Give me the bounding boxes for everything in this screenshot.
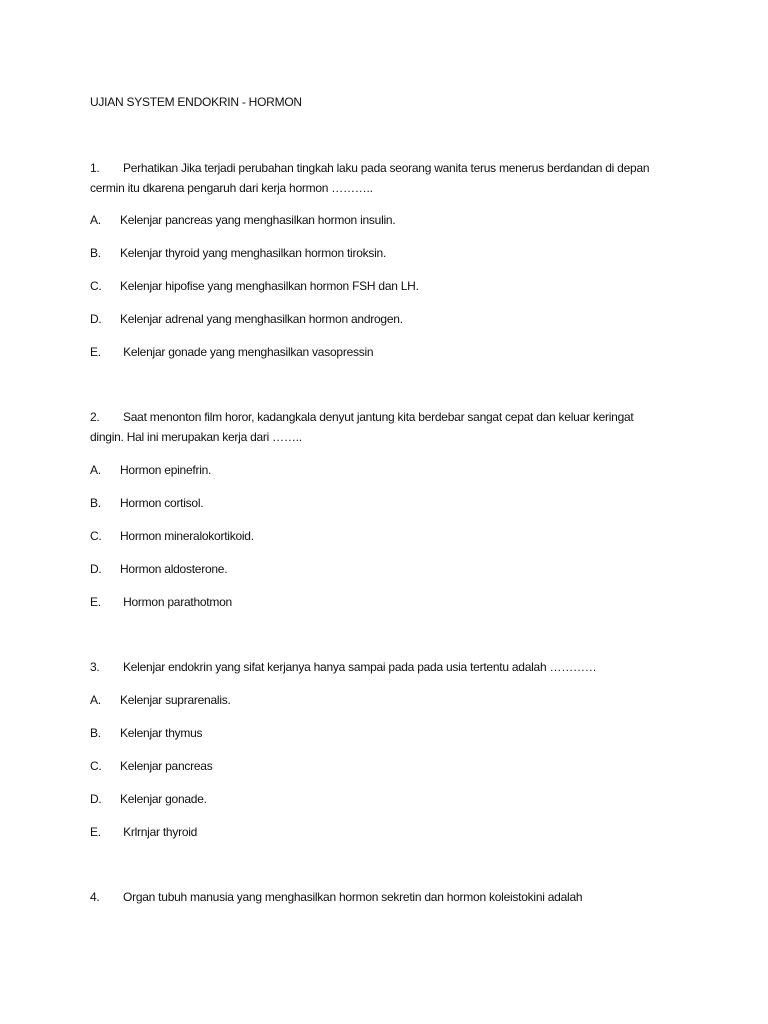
option-text: Kelenjar hipofise yang menghasilkan hormon FSH dan LH. (120, 279, 419, 293)
option-a (90, 684, 670, 717)
option-list (90, 204, 670, 369)
option-text: Hormon cortisol. (120, 496, 204, 510)
question-1 (90, 158, 670, 369)
option-letter: E. (90, 825, 101, 839)
question-list (90, 120, 670, 907)
option-letter: E. (90, 595, 101, 609)
option-letter: A. (90, 693, 101, 707)
option-text: Kelenjar adrenal yang menghasilkan hormon androgen. (120, 312, 403, 326)
question-number: 2. (90, 410, 100, 424)
option-a (90, 454, 670, 487)
option-b (90, 237, 670, 270)
option-text: Hormon mineralokortikoid. (120, 529, 254, 543)
option-letter: A. (90, 463, 101, 477)
option-e (90, 586, 670, 619)
option-text: Hormon aldosterone. (120, 562, 228, 576)
option-text: Kelenjar gonade yang menghasilkan vasopressin (120, 345, 374, 359)
option-text: Kelenjar pancreas yang menghasilkan hormon insulin. (120, 213, 396, 227)
option-d (90, 783, 670, 816)
option-text: Hormon epinefrin. (120, 463, 212, 477)
option-letter: C. (90, 759, 102, 773)
option-list (90, 454, 670, 619)
option-text: Kelenjar thyroid yang menghasilkan hormon tiroksin. (120, 246, 387, 260)
question-text (90, 158, 670, 198)
option-text: Kelenjar gonade. (120, 792, 207, 806)
option-c (90, 270, 670, 303)
option-letter: D. (90, 792, 102, 806)
option-c (90, 750, 670, 783)
option-text: Krlrnjar thyroid (120, 825, 198, 839)
option-text: Kelenjar thymus (120, 726, 203, 740)
option-letter: B. (90, 246, 101, 260)
question-text (90, 887, 670, 907)
option-letter: D. (90, 312, 102, 326)
question-text (90, 407, 670, 447)
question-number: 1. (90, 161, 100, 175)
question-number: 4. (90, 890, 100, 904)
option-d (90, 303, 670, 336)
option-list (90, 684, 670, 849)
option-c (90, 520, 670, 553)
option-b (90, 487, 670, 520)
option-letter: B. (90, 726, 101, 740)
option-letter: E. (90, 345, 101, 359)
document-title: UJIAN SYSTEM ENDOKRIN - HORMON (90, 95, 302, 109)
question-text (90, 657, 670, 677)
question-2 (90, 407, 670, 619)
option-letter: B. (90, 496, 101, 510)
option-letter: C. (90, 529, 102, 543)
question-body: Saat menonton film horor, kadangkala denyut jantung kita berdebar sangat cepat dan keluar keringat dingin. Hal ini merupakan kerja dari …….. (90, 410, 634, 444)
option-e (90, 336, 670, 369)
option-text: Kelenjar pancreas (120, 759, 213, 773)
option-b (90, 717, 670, 750)
question-body: Organ tubuh manusia yang menghasilkan hormon sekretin dan hormon koleistokini adalah (123, 890, 583, 904)
option-a (90, 204, 670, 237)
option-letter: D. (90, 562, 102, 576)
question-body: Kelenjar endokrin yang sifat kerjanya hanya sampai pada pada usia tertentu adalah ………… (123, 660, 597, 674)
option-d (90, 553, 670, 586)
option-text: Hormon parathotmon (120, 595, 232, 609)
question-4 (90, 887, 670, 907)
option-e (90, 816, 670, 849)
question-3 (90, 657, 670, 849)
option-letter: C. (90, 279, 102, 293)
option-text: Kelenjar suprarenalis. (120, 693, 231, 707)
question-body: Perhatikan Jika terjadi perubahan tingkah laku pada seorang wanita terus menerus berdandan di depan cermin itu dkarena pengaruh dari kerja hormon ……….. (90, 161, 650, 195)
question-number: 3. (90, 660, 100, 674)
option-letter: A. (90, 213, 101, 227)
